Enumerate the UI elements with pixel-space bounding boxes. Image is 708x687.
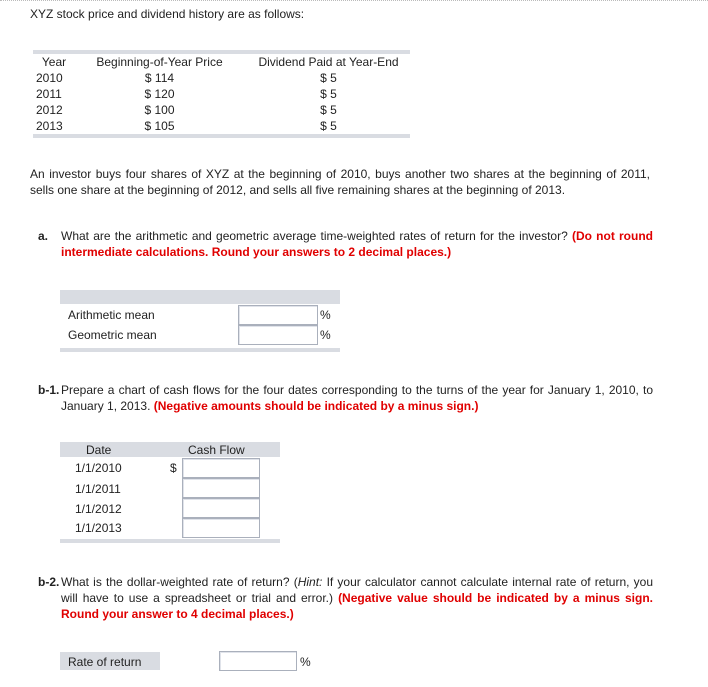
cashflow-date-2010: 1/1/2010: [75, 461, 122, 475]
dividend-cell: $ 5: [320, 71, 337, 85]
question-b2-note: (Negative value should be indicated by a minus sign. Round your answer to 4 decimal places.): [61, 591, 653, 621]
question-a-text: What are the arithmetic and geometric average time-weighted rates of return for the investor?: [61, 229, 568, 243]
answer-a-block: [60, 304, 340, 352]
table-row: [33, 102, 410, 118]
cashflow-input-2010[interactable]: [182, 458, 260, 478]
answer-a-header-bar: [60, 290, 340, 304]
currency-symbol: $: [170, 461, 177, 475]
year-cell: 2010: [36, 71, 63, 85]
intro-text: XYZ stock price and dividend history are as follows:: [30, 7, 305, 21]
table-row: [33, 70, 410, 86]
header-price: Beginning-of-Year Price: [72, 52, 247, 70]
price-cell: $ 105: [72, 118, 247, 136]
scenario-paragraph: An investor buys four shares of XYZ at the beginning of 2010, buys another two shares at the beginning of 2011, sells one share at the beginning of 2012, and sells all five remaining shares at the beginning of 2013.: [30, 167, 650, 197]
question-b2-label: b-2.: [38, 575, 60, 589]
cashflow-header-date: Date: [86, 443, 112, 457]
header-dividend: Dividend Paid at Year-End: [247, 52, 410, 70]
rate-of-return-input[interactable]: [219, 651, 297, 671]
question-a: [38, 228, 653, 260]
cashflow-date-2011: 1/1/2011: [75, 482, 121, 496]
rate-of-return-label-cell: [60, 652, 160, 670]
arithmetic-mean-unit: %: [320, 308, 331, 322]
cashflow-block: [60, 457, 280, 543]
dividend-cell: $ 5: [320, 103, 337, 117]
year-cell: 2011: [36, 87, 62, 101]
table-row: [33, 118, 410, 136]
dividend-cell: $ 5: [247, 118, 410, 136]
question-a-note: (Do not round intermediate calculations. Round your answers to 2 decimal places.): [61, 229, 653, 259]
price-cell: $ 100: [144, 103, 175, 117]
question-b1-label: b-1.: [38, 383, 60, 397]
dividend-cell: $ 5: [320, 87, 337, 101]
arithmetic-mean-label: Arithmetic mean: [68, 308, 155, 322]
cashflow-date-2012: 1/1/2012: [75, 502, 122, 516]
year-cell: 2013: [33, 118, 72, 136]
geometric-mean-input[interactable]: [238, 325, 318, 345]
header-year: Year: [33, 52, 72, 70]
cashflow-header-bar: [60, 442, 280, 457]
question-b2-hint: Hint:: [297, 575, 323, 589]
rate-of-return-unit: %: [300, 655, 311, 669]
cashflow-input-2013[interactable]: [182, 518, 260, 538]
cashflow-input-2011[interactable]: [182, 478, 260, 498]
geometric-mean-unit: %: [320, 328, 331, 342]
question-a-label: a.: [38, 229, 49, 243]
cashflow-date-2013: 1/1/2013: [75, 521, 122, 535]
question-b2-text-post: If your calculator cannot calculate internal rate of return, you will have to use a spreadsheet or trial and error.): [61, 575, 654, 605]
cashflow-input-2012[interactable]: [182, 498, 260, 518]
question-b1-note: (Negative amounts should be indicated by a minus sign.): [153, 399, 479, 413]
year-cell: 2012: [36, 103, 63, 117]
top-divider: [0, 0, 708, 1]
rate-of-return-label: Rate of return: [68, 655, 142, 669]
price-cell: $ 120: [144, 87, 175, 101]
arithmetic-mean-input[interactable]: [238, 305, 318, 325]
question-b1-text: Prepare a chart of cash flows for the four dates corresponding to the turns of the year for January 1, 2010, to January 1, 2013.: [61, 383, 653, 413]
question-b1: [38, 382, 653, 414]
cashflow-header-amount: Cash Flow: [188, 443, 245, 457]
table-row: [33, 86, 410, 102]
question-b2: [38, 574, 653, 622]
history-table: [33, 50, 410, 138]
question-b2-text-pre: What is the dollar-weighted rate of return? (: [61, 575, 298, 589]
geometric-mean-label: Geometric mean: [68, 328, 157, 342]
price-cell: $ 114: [144, 71, 175, 85]
history-header-row: [33, 52, 410, 70]
